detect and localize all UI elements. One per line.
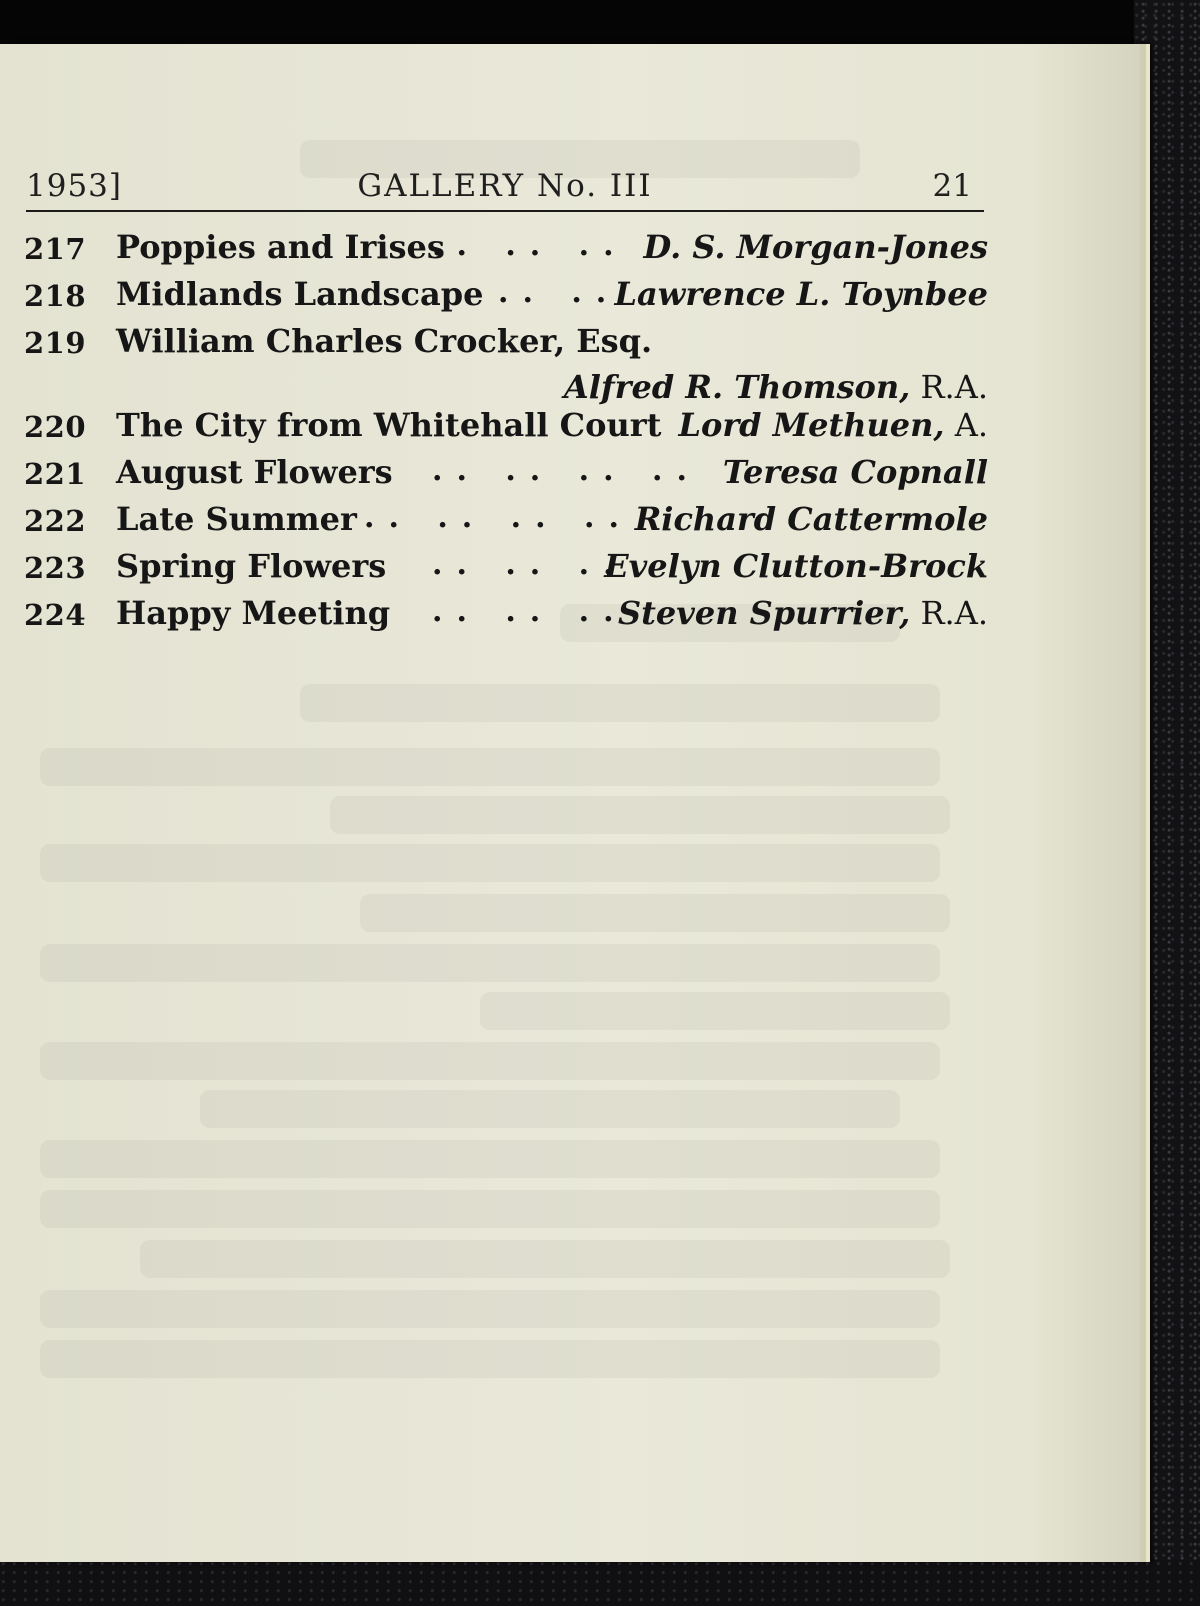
entry-title: William Charles Crocker, Esq. [116,322,653,360]
entry-artist: Teresa Copnall [722,453,988,491]
catalogue-page [0,44,1140,1562]
running-head-title: GALLERY No. III [357,168,653,204]
entry-title: Spring Flowers [116,547,387,585]
entry-number: 218 [24,279,87,313]
entry-artist: Steven Spurrier, R.A. [618,594,988,632]
leader-dots: .. .. .. .. [364,500,633,535]
entry-artist: Lawrence L. Toynbee [614,275,988,313]
catalogue-entry [0,453,1000,499]
catalogue-entry [0,228,1000,274]
leader-dots: .. .. .. [432,594,628,629]
catalogue-entry [0,406,1000,452]
catalogue-entry [0,275,1000,321]
leader-dots: .. .. .. [432,228,628,263]
background-speckled-right [1134,0,1200,1606]
entry-title: Happy Meeting [116,594,391,632]
catalogue-entry [0,594,1000,640]
entry-title: Midlands Landscape [116,275,484,313]
leader-dots: .. .. .. [432,547,628,582]
background-speckled-bottom [0,1560,1200,1606]
running-head-year: 1953] [26,168,122,204]
entry-artist: D. S. Morgan-Jones [643,228,988,266]
entry-artist: Lord Methuen, A. [678,406,988,444]
entry-artist: Alfred R. Thomson, R.A. [563,368,988,406]
leader-dots: .. .. [498,275,621,310]
entry-number: 219 [24,326,87,360]
entry-number: 220 [24,410,87,444]
entry-number: 222 [24,504,87,538]
entry-title: Late Summer [116,500,357,538]
entry-number: 223 [24,551,87,585]
entry-number: 221 [24,457,87,491]
entry-artist: Evelyn Clutton-Brock [604,547,988,585]
catalogue-entry [0,322,1000,408]
entry-title: Poppies and Irises [116,228,445,266]
background-dark-top [0,0,1200,46]
entry-number: 217 [24,232,87,266]
entry-title: August Flowers [116,453,393,491]
entry-artist: Richard Cattermole [634,500,988,538]
page-number: 21 [932,168,972,204]
catalogue-entry [0,547,1000,593]
entry-number: 224 [24,598,87,632]
running-head [26,162,984,212]
entry-title: The City from Whitehall Court [116,406,662,444]
catalogue-entry [0,500,1000,546]
leader-dots: .. .. .. .. [432,453,701,488]
